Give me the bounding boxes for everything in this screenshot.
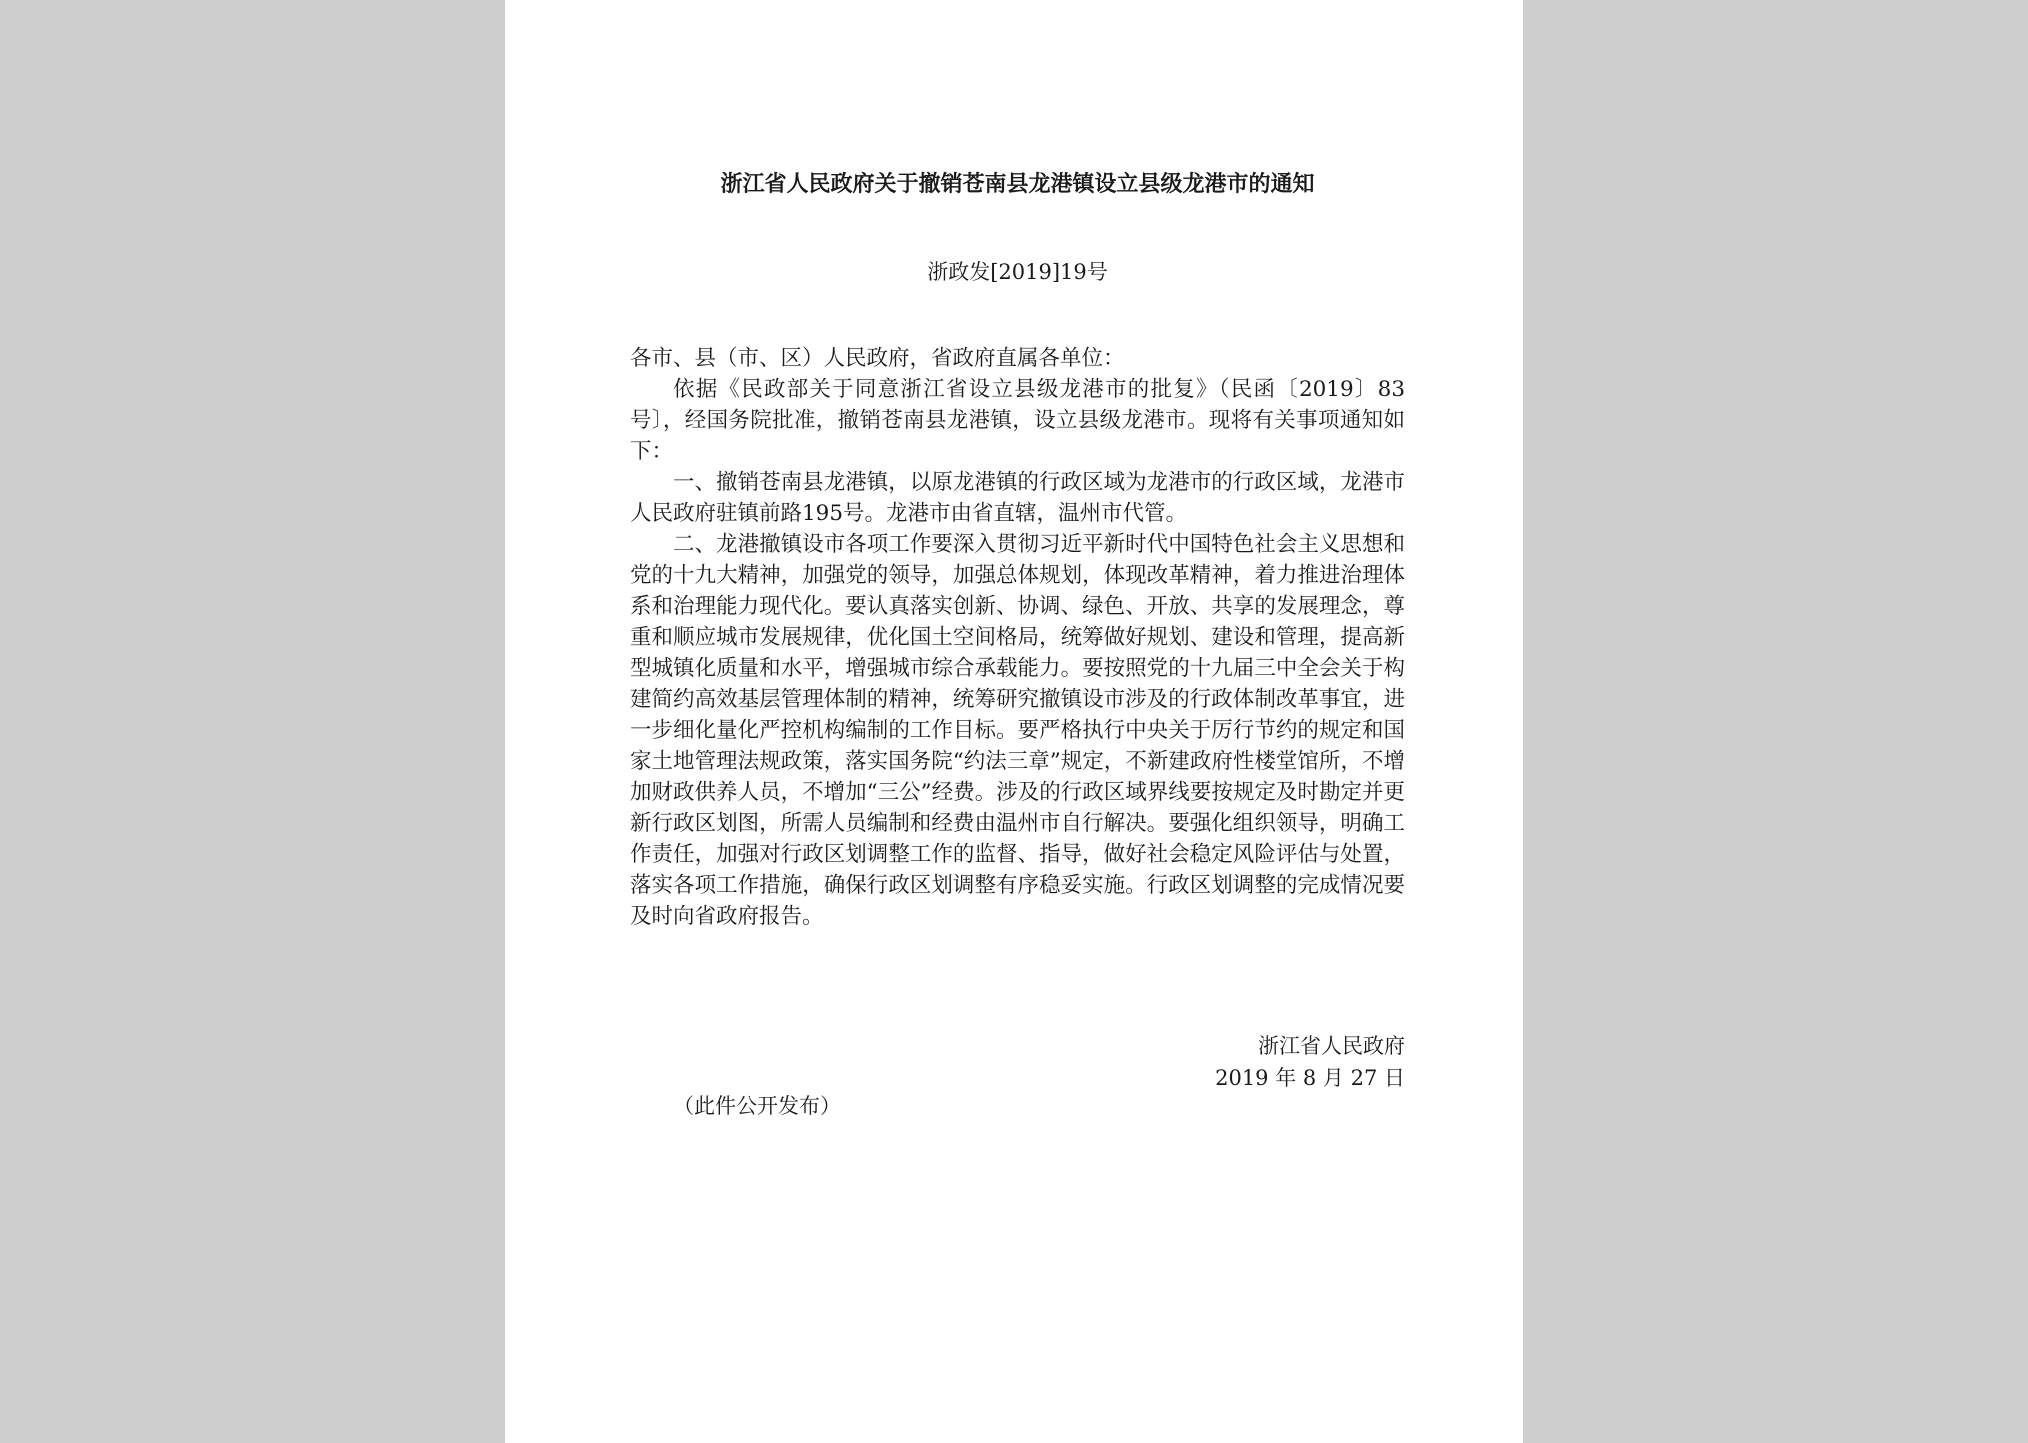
document-page — [505, 0, 1523, 1443]
paragraph-item-1: 一、撤销苍南县龙港镇，以原龙港镇的行政区域为龙港市的行政区域，龙港市人民政府驻镇前路195号。龙港市由省直辖，温州市代管。 — [630, 470, 1405, 526]
document-title: 浙江省人民政府关于撤销苍南县龙港镇设立县级龙港市的通知 — [720, 171, 1315, 197]
issue-date: 2019 年 8 月 27 日 — [1215, 1066, 1405, 1090]
document-number: 浙政发[2019]19号 — [927, 260, 1108, 284]
paragraph-item-2: 二、龙港撤镇设市各项工作要深入贯彻习近平新时代中国特色社会主义思想和党的十九大精神，加强党的领导，加强总体规划，体现改革精神，着力推进治理体系和治理能力现代化。要认真落实创新、协调、绿色、开放、共享的发展理念，尊重和顺应城市发展规律，优化国土空间格局，统筹做好规划、建设和管理，提高新型城镇化质量和水平，增强城市综合承载能力。要按照党的十九届三中全会关于构建简约高效基层管理体制的精神，统筹研究撤镇设市涉及的行政体制改革事宜，进一步细化量化严控机构编制的工作目标。要严格执行中央关于厉行节约的规定和国家土地管理法规政策，落实国务院“约法三章”规定，不新建政府性楼堂馆所，不增加财政供养人员，不增加“三公”经费。涉及的行政区域界线要按规定及时勘定并更新行政区划图，所需人员编制和经费由温州市自行解决。要强化组织领导，明确工作责任，加强对行政区划调整工作的监督、指导，做好社会稳定风险评估与处置，落实各项工作措施，确保行政区划调整有序稳妥实施。行政区划调整的完成情况要及时向省政府报告。 — [630, 532, 1405, 929]
signature-block — [1215, 1030, 1405, 1094]
salutation: 各市、县（市、区）人民政府，省政府直属各单位： — [630, 346, 1125, 371]
release-note: （此件公开发布） — [673, 1094, 841, 1118]
document-body — [630, 343, 1405, 932]
paragraph-intro: 依据《民政部关于同意浙江省设立县级龙港市的批复》（民函〔2019〕83 号〕，经国务院批准，撤销苍南县龙港镇，设立县级龙港市。现将有关事项通知如下： — [630, 377, 1405, 464]
issuer-name: 浙江省人民政府 — [1258, 1034, 1405, 1058]
